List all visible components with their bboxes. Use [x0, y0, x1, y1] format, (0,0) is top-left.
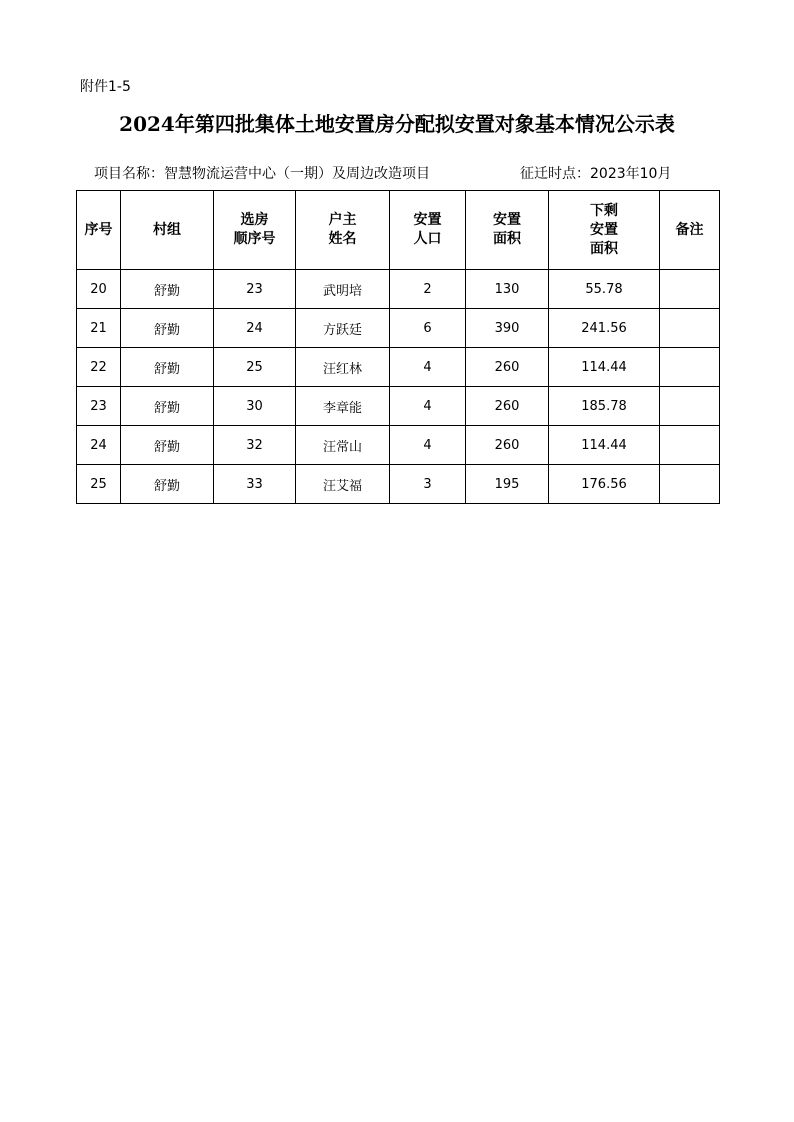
selection-order-cell: 25 [214, 348, 296, 387]
remaining-area-cell: 185.78 [549, 387, 660, 426]
table-row [77, 387, 720, 426]
index-cell: 20 [77, 270, 121, 309]
col-header-resettled-persons [390, 191, 466, 270]
village-group-cell: 舒勤 [121, 348, 214, 387]
col-header-resettlement-area-line2: 面积 [493, 231, 521, 247]
remaining-area-cell: 176.56 [549, 465, 660, 504]
attachment-label: 附件1-5 [80, 79, 131, 95]
col-header-householder-line2: 姓名 [328, 231, 357, 247]
col-header-resettlement-area [466, 191, 549, 270]
col-header-resettled-persons-line2: 人口 [413, 231, 442, 247]
resettlement-area-cell: 260 [466, 426, 549, 465]
remarks-cell [660, 426, 720, 465]
col-header-householder [296, 191, 390, 270]
table-row [77, 309, 720, 348]
index-cell: 25 [77, 465, 121, 504]
householder-cell: 方跃廷 [296, 309, 390, 348]
index-cell: 24 [77, 426, 121, 465]
col-header-remaining-area-line2: 安置 [590, 221, 618, 238]
col-header-resettled-persons-line1: 安置 [413, 212, 442, 228]
header-row [77, 191, 720, 270]
document-title: 2024年第四批集体土地安置房分配拟安置对象基本情况公示表 [119, 112, 675, 136]
relocation-time: 征迁时点：2023年10月 [520, 166, 672, 182]
selection-order-cell: 23 [214, 270, 296, 309]
resettled-persons-cell: 2 [390, 270, 466, 309]
householder-cell: 武明培 [296, 270, 390, 309]
table-row [77, 426, 720, 465]
resettled-persons-cell: 4 [390, 426, 466, 465]
village-group-cell: 舒勤 [121, 309, 214, 348]
table-row [77, 270, 720, 309]
project-name: 项目名称：智慧物流运营中心（一期）及周边改造项目 [94, 166, 430, 182]
village-group-cell: 舒勤 [121, 426, 214, 465]
resettlement-area-cell: 260 [466, 348, 549, 387]
remaining-area-cell: 241.56 [549, 309, 660, 348]
index-cell: 23 [77, 387, 121, 426]
table-row [77, 348, 720, 387]
selection-order-cell: 30 [214, 387, 296, 426]
index-cell: 22 [77, 348, 121, 387]
table-row [77, 465, 720, 504]
col-header-resettlement-area-line1: 安置 [493, 212, 521, 228]
col-header-remaining-area-line3: 面积 [590, 240, 618, 257]
col-header-remaining-area-line1: 下剩 [590, 202, 618, 219]
col-header-village-group-line: 村组 [153, 221, 181, 238]
selection-order-cell: 32 [214, 426, 296, 465]
resettlement-area-cell: 195 [466, 465, 549, 504]
remarks-cell [660, 387, 720, 426]
index-cell: 21 [77, 309, 121, 348]
remarks-cell [660, 348, 720, 387]
resettled-persons-cell: 4 [390, 387, 466, 426]
selection-order-cell: 33 [214, 465, 296, 504]
householder-cell: 汪艾福 [296, 465, 390, 504]
remarks-cell [660, 270, 720, 309]
resettlement-area-cell: 130 [466, 270, 549, 309]
remaining-area-cell: 114.44 [549, 426, 660, 465]
resettled-persons-cell: 6 [390, 309, 466, 348]
col-header-selection-order-line2: 顺序号 [233, 231, 276, 247]
householder-cell: 李章能 [296, 387, 390, 426]
resettlement-area-cell: 390 [466, 309, 549, 348]
selection-order-cell: 24 [214, 309, 296, 348]
col-header-remarks [660, 191, 720, 270]
householder-cell: 汪红林 [296, 348, 390, 387]
village-group-cell: 舒勤 [121, 270, 214, 309]
remaining-area-cell: 55.78 [549, 270, 660, 309]
table-body [77, 270, 720, 504]
col-header-selection-order-line1: 选房 [240, 212, 269, 228]
col-header-householder-line1: 户主 [328, 212, 357, 228]
col-header-index-line: 序号 [84, 221, 113, 238]
householder-cell: 汪常山 [296, 426, 390, 465]
resettled-persons-cell: 3 [390, 465, 466, 504]
village-group-cell: 舒勤 [121, 387, 214, 426]
remarks-cell [660, 465, 720, 504]
resettlement-area-cell: 260 [466, 387, 549, 426]
col-header-village-group [121, 191, 214, 270]
remarks-cell [660, 309, 720, 348]
col-header-remarks-line: 备注 [675, 221, 704, 238]
col-header-index [77, 191, 121, 270]
col-header-remaining-area [549, 191, 660, 270]
resettled-persons-cell: 4 [390, 348, 466, 387]
village-group-cell: 舒勤 [121, 465, 214, 504]
remaining-area-cell: 114.44 [549, 348, 660, 387]
resettlement-table [76, 190, 720, 504]
col-header-selection-order [214, 191, 296, 270]
